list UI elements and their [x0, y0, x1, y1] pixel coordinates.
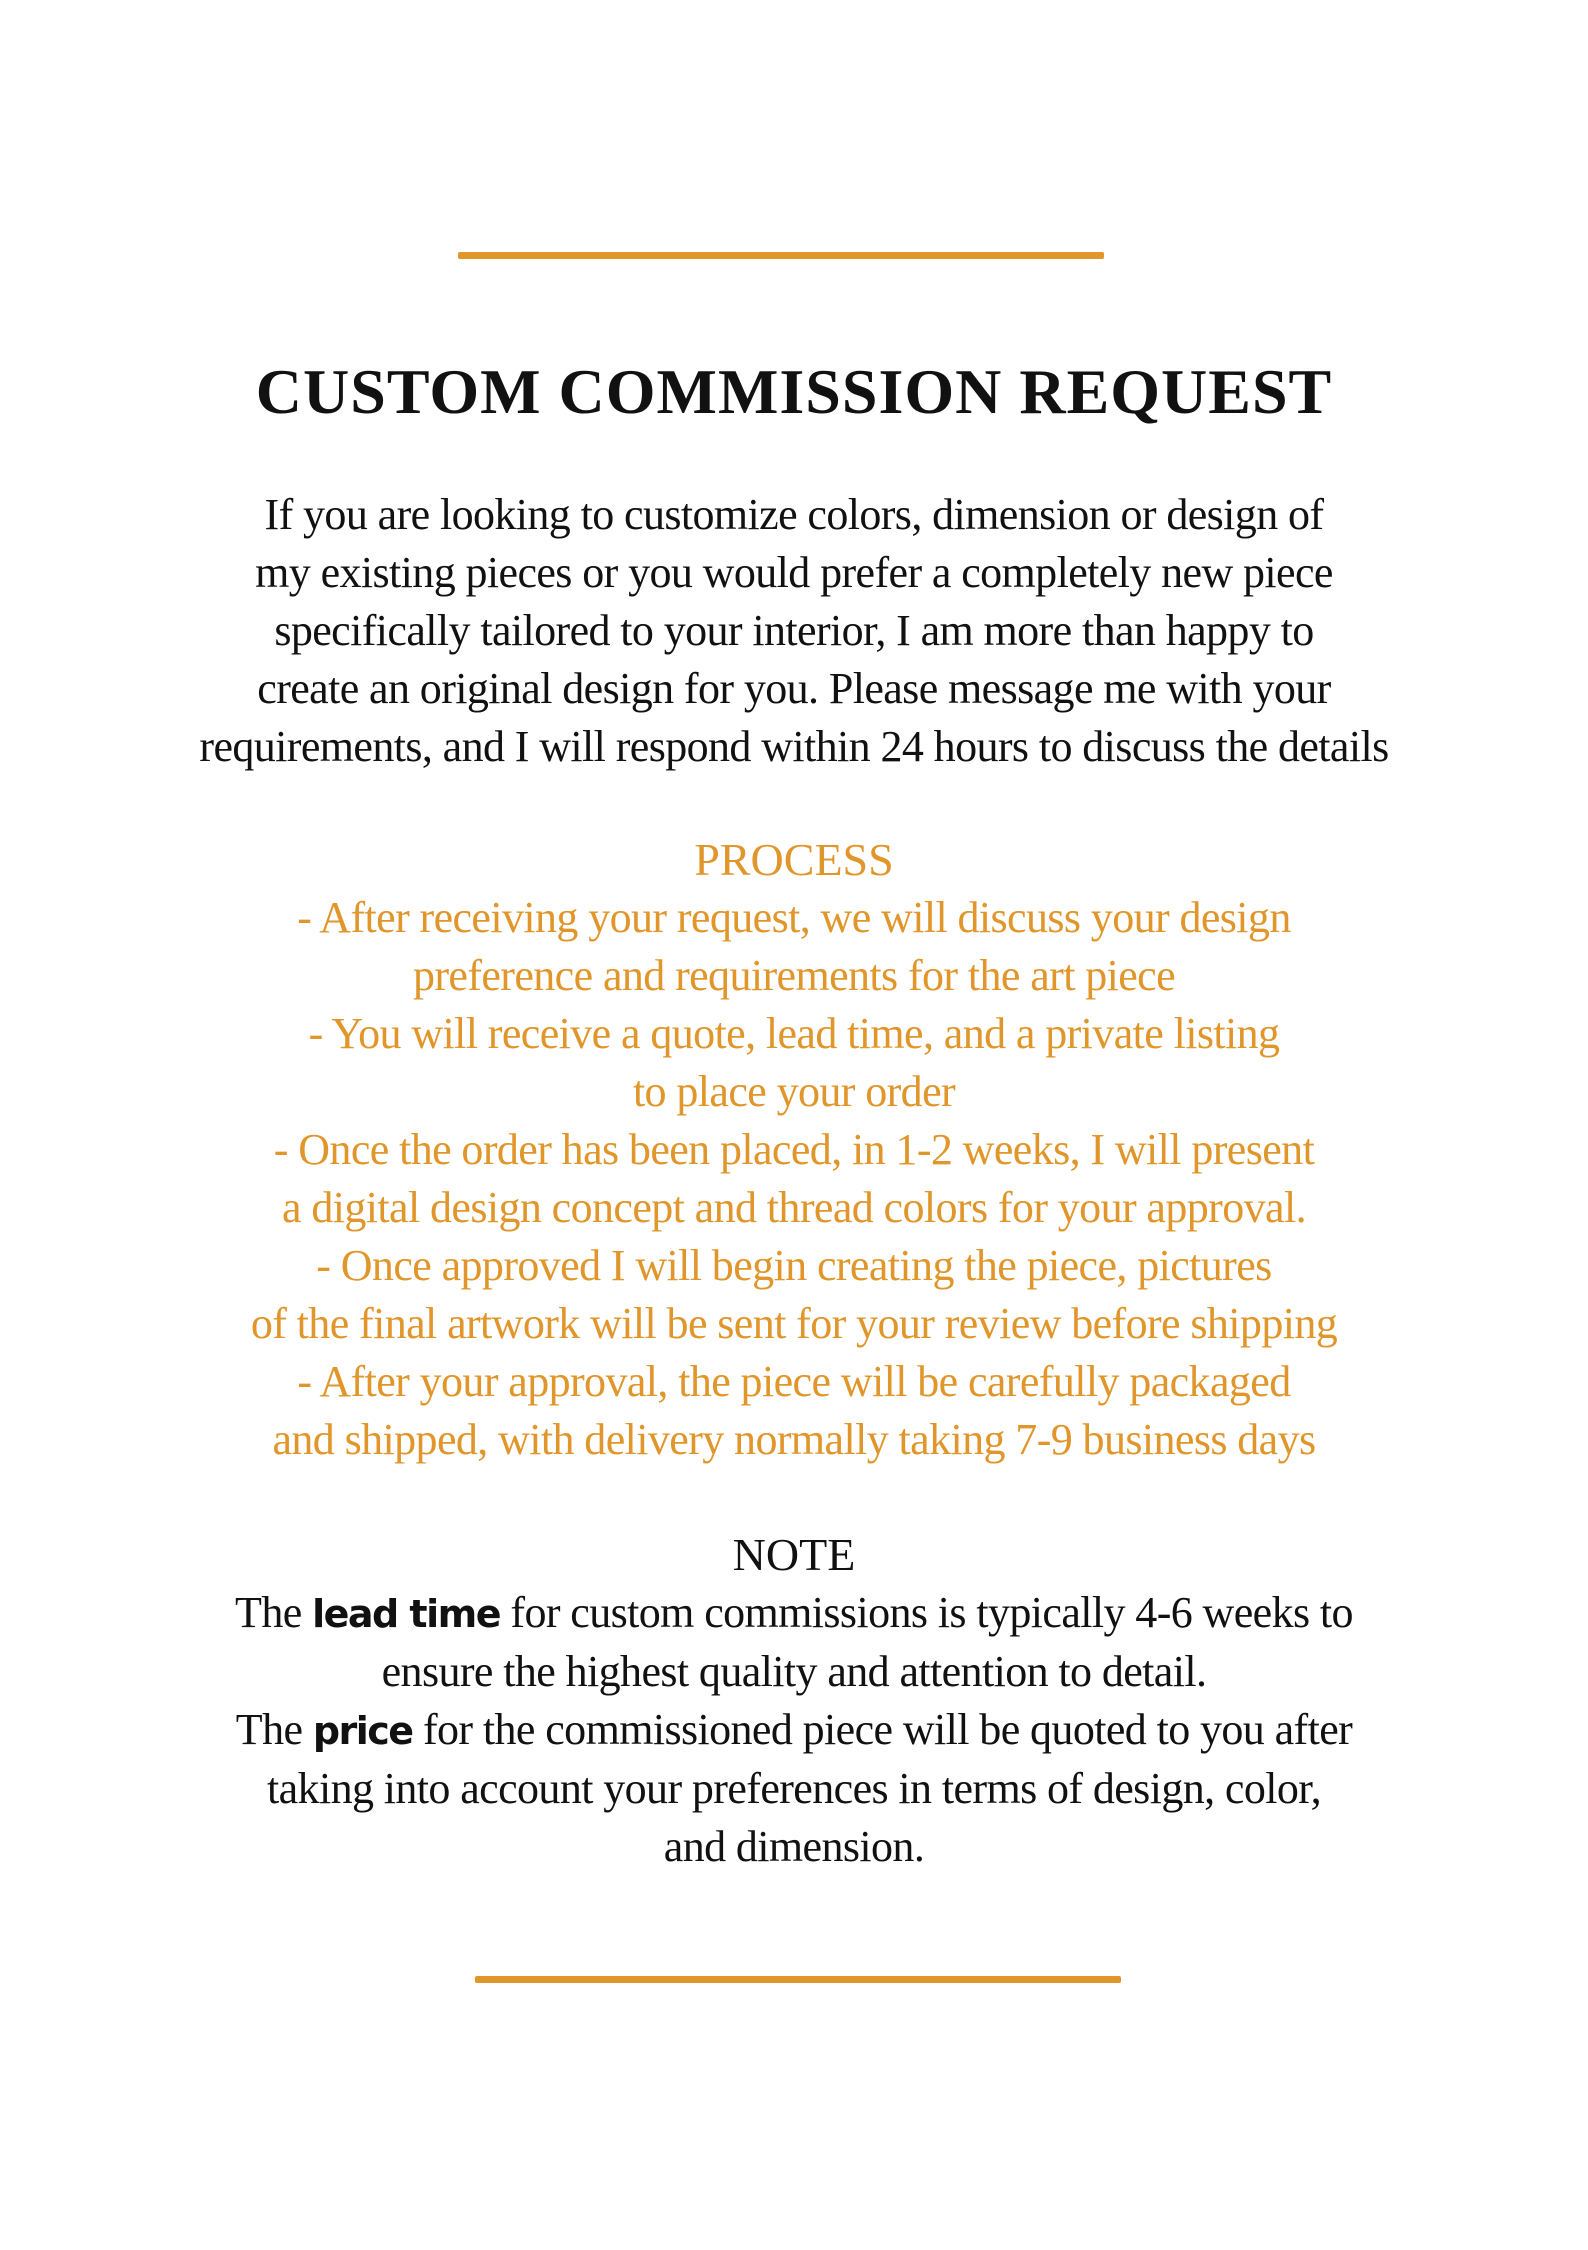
process-line: - You will receive a quote, lead time, and a private listing — [308, 1009, 1280, 1058]
price-emphasis: price — [312, 1709, 413, 1753]
process-section — [0, 831, 1588, 1469]
note-line: and dimension. — [663, 1822, 925, 1871]
process-line: - After receiving your request, we will discuss your design — [297, 893, 1291, 942]
process-line: and shipped, with delivery normally taking 7-9 business days — [272, 1415, 1316, 1464]
intro-line: If you are looking to customize colors, dimension or design of — [264, 490, 1324, 539]
intro-line: specifically tailored to your interior, I am more than happy to — [274, 606, 1314, 655]
note-text: The — [235, 1705, 313, 1754]
page-title: CUSTOM COMMISSION REQUEST — [255, 356, 1333, 427]
process-heading: PROCESS — [694, 834, 894, 885]
lead-time-emphasis: lead time — [312, 1592, 500, 1636]
process-line: - After your approval, the piece will be carefully packaged — [297, 1357, 1291, 1406]
process-line: - Once the order has been placed, in 1-2 weeks, I will present — [273, 1125, 1315, 1174]
intro-paragraph — [0, 486, 1588, 776]
top-divider — [458, 252, 1104, 259]
process-line: a digital design concept and thread colors for your approval. — [282, 1183, 1306, 1232]
note-section — [0, 1526, 1588, 1876]
note-text: for custom commissions is typically 4-6 weeks to — [500, 1588, 1353, 1637]
intro-line: create an original design for you. Please message me with your — [257, 664, 1331, 713]
process-line: - Once approved I will begin creating the piece, pictures — [316, 1241, 1272, 1290]
note-line: ensure the highest quality and attention to detail. — [381, 1647, 1207, 1696]
process-line: of the final artwork will be sent for your review before shipping — [250, 1299, 1338, 1348]
note-line-price — [0, 1701, 1588, 1760]
note-line-lead-time — [0, 1584, 1588, 1643]
note-text: The — [235, 1588, 313, 1637]
process-line: preference and requirements for the art piece — [412, 951, 1176, 1000]
note-heading: NOTE — [732, 1529, 856, 1580]
note-line: taking into account your preferences in terms of design, color, — [267, 1764, 1321, 1813]
note-text: for the commissioned piece will be quoted to you after — [412, 1705, 1353, 1754]
intro-line: requirements, and I will respond within 24 hours to discuss the details — [199, 722, 1389, 771]
intro-line: my existing pieces or you would prefer a completely new piece — [255, 548, 1333, 597]
process-line: to place your order — [632, 1067, 956, 1116]
bottom-divider — [475, 1976, 1121, 1983]
